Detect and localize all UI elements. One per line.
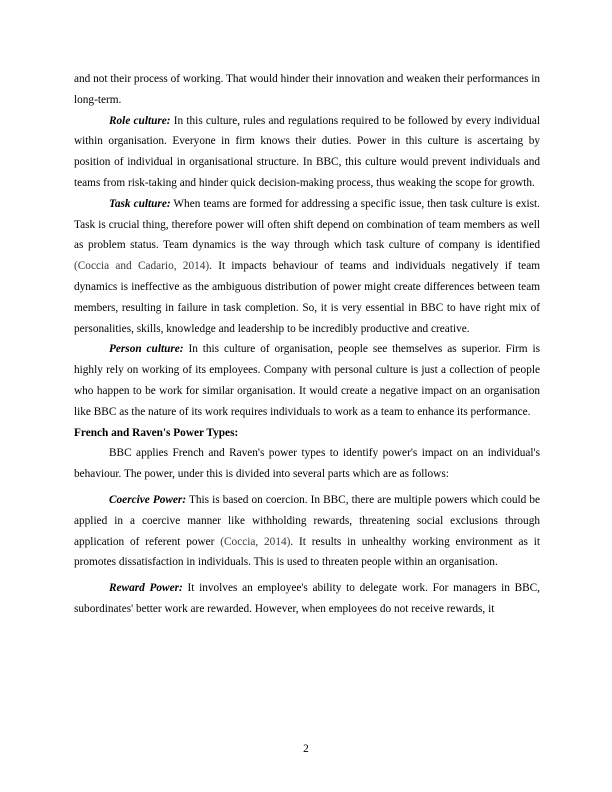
section-heading: French and Raven's Power Types: <box>74 426 239 439</box>
term-reward-power: Reward Power: <box>109 582 183 595</box>
person-culture-text: In this culture of organisation, people see themselves as superior. Firm is highly rely on working of its employees. Company with personal culture is just a collection of people who happen to be work for similar organisation. It would create a negative impact on an organisation like BBC as the nature of its work requires individuals to work as a team to enhance its performance. <box>74 343 540 418</box>
term-role-culture: Role culture: <box>109 114 171 127</box>
task-culture-text-cont: . It impacts behaviour of teams and individuals negatively if team dynamics is ineffective as the ambiguous distribution of power might create differences between team members, resulting in failure in task completion. So, it is very essential in BBC to have right mix of personalities, skills, knowledge and leadership to be incredibly productive and creative. <box>74 260 540 335</box>
term-task-culture: Task culture: <box>109 197 171 210</box>
task-culture-text: When teams are formed for addressing a specific issue, then task culture is exist. Task is crucial thing, therefore power will often shift depend on combination of team members as well as problem status. Team dynamics is the way through which task culture of company is identified <box>74 197 540 252</box>
paragraph-power-intro: BBC applies French and Raven's power types to identify power's impact on an individual's behaviour. The power, under this is divided into several parts which are as follows: <box>74 447 540 481</box>
reward-power-text: It involves an employee's ability to delegate work. For managers in BBC, subordinates' better work are rewarded. However, when employees do not receive rewards, it <box>74 582 540 615</box>
coercive-power-text-cont: . It results in unhealthy working environment as it promotes dissatisfaction in individuals. This is used to threaten people within an organisation. <box>74 535 540 569</box>
term-person-culture: Person culture: <box>109 343 184 356</box>
role-culture-text: In this culture, rules and regulations required to be followed by every individual within organisation. Everyone in firm knows their duties. Power in this culture is ascertaing by position of individual in organisational structure. In BBC, this culture would prevent individuals and teams from risk-taking and hinder quick decision-making process, thus weaking the scope for growth. <box>74 114 540 189</box>
coercive-power-text: This is based on coercion. In BBC, there are multiple powers which could be applied in a coercive manner like withholding rewards, threatening social exclusions through application of referent power <box>74 493 541 548</box>
citation-coccia: (Coccia, 2014) <box>220 535 291 548</box>
paragraph-role-culture <box>74 111 540 194</box>
paragraph-task-culture <box>74 194 540 340</box>
term-coercive-power: Coercive Power: <box>109 493 187 506</box>
citation-coccia-cadario: (Coccia and Cadario, 2014) <box>74 260 210 273</box>
page-number: 2 <box>303 743 309 755</box>
paragraph-reward-power <box>74 578 540 620</box>
paragraph-continuation: and not their process of working. That would hinder their innovation and weaken their performances in long-term. <box>74 73 540 106</box>
paragraph-coercive-power <box>74 490 540 573</box>
paragraph-person-culture <box>74 339 540 422</box>
document-body <box>74 69 540 620</box>
